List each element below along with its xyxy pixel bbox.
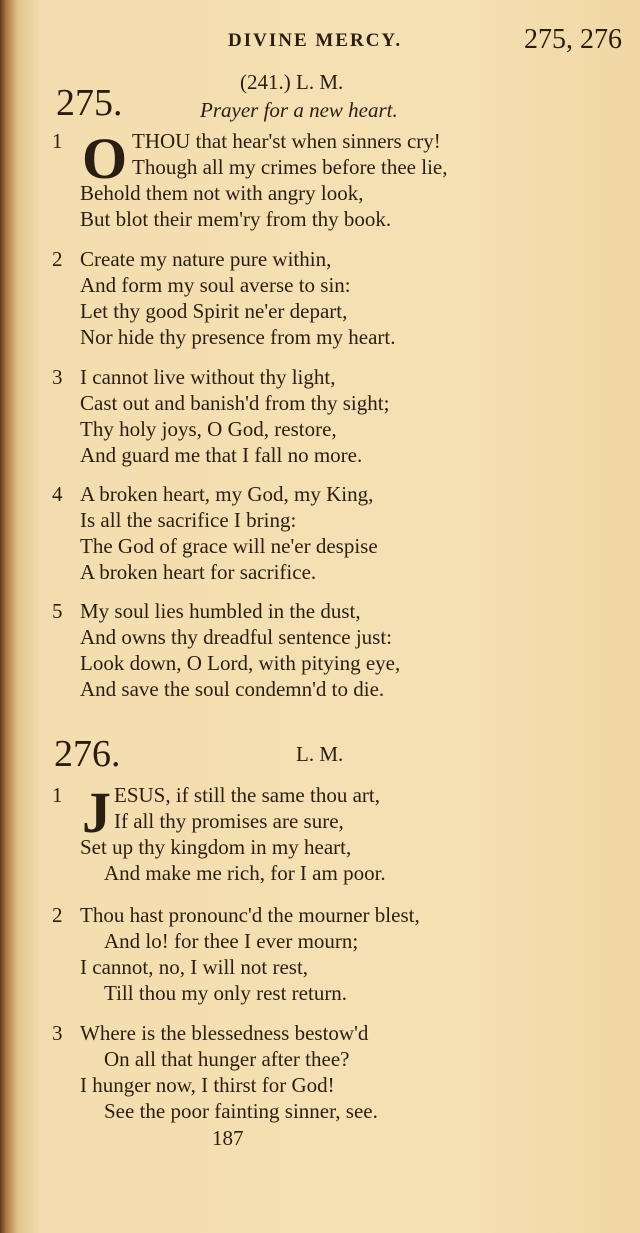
verse-line: I hunger now, I thirst for God! (80, 1073, 335, 1097)
hymn-276-meter: L. M. (296, 742, 344, 766)
verse-line: And form my soul averse to sin: (80, 273, 351, 297)
drop-cap: O (82, 126, 128, 191)
hymn-275-meter: (241.) L. M. (240, 70, 344, 94)
stanza-number: 2 (52, 903, 63, 927)
verse-line: Let thy good Spirit ne'er depart, (80, 299, 348, 323)
hymn-275-subtitle: Prayer for a new heart. (200, 98, 398, 122)
stanza-number: 3 (52, 1021, 63, 1045)
running-header-title: DIVINE MERCY. (228, 30, 403, 51)
stanza-number: 3 (52, 365, 63, 389)
verse-line: ESUS, if still the same thou art, (114, 783, 380, 807)
verse-line: I cannot live without thy light, (80, 365, 336, 389)
hymn-276-stanza-3 (52, 1020, 622, 1124)
hymn-275-stanza-2 (52, 246, 622, 350)
verse-line: Till thou my only rest return. (104, 981, 348, 1005)
verse-line: Behold them not with angry look, (80, 181, 364, 205)
verse-line: A broken heart, my God, my King, (80, 482, 374, 506)
stanza-number: 1 (52, 783, 63, 807)
hymn-276-stanza-1 (52, 782, 622, 886)
verse-line: Though all my crimes before thee lie, (132, 155, 448, 179)
verse-line: A broken heart for sacrifice. (80, 560, 317, 584)
verse-line: My soul lies humbled in the dust, (80, 599, 361, 623)
verse-line: Create my nature pure within, (80, 247, 332, 271)
hymn-276-number: 276. (54, 733, 121, 775)
verse-line: And save the soul condemn'd to die. (80, 677, 385, 701)
verse-line: THOU that hear'st when sinners cry! (132, 129, 441, 153)
verse-line: Set up thy kingdom in my heart, (80, 835, 352, 859)
verse-line: And guard me that I fall no more. (80, 443, 363, 467)
page-number: 187 (212, 1126, 244, 1150)
verse-line: Is all the sacrifice I bring: (80, 508, 297, 532)
verse-line: Thou hast pronounc'd the mourner blest, (80, 903, 420, 927)
verse-line: See the poor fainting sinner, see. (104, 1099, 378, 1123)
verse-line: On all that hunger after thee? (104, 1047, 350, 1071)
hymn-275-stanza-3 (52, 364, 622, 468)
verse-line: And lo! for thee I ever mourn; (104, 929, 359, 953)
stanza-number: 1 (52, 129, 63, 153)
hymn-276-stanza-2 (52, 902, 622, 1006)
verse-line: Where is the blessedness bestow'd (80, 1021, 369, 1045)
verse-line: Nor hide thy presence from my heart. (80, 325, 396, 349)
running-header-hymn-numbers: 275, 276 (524, 24, 622, 55)
verse-line: The God of grace will ne'er despise (80, 534, 378, 558)
verse-line: And make me rich, for I am poor. (104, 861, 386, 885)
verse-line: Look down, O Lord, with pitying eye, (80, 651, 401, 675)
stanza-number: 5 (52, 599, 63, 623)
hymn-275-number: 275. (56, 82, 123, 124)
verse-line: And owns thy dreadful sentence just: (80, 625, 393, 649)
verse-line: If all thy promises are sure, (114, 809, 344, 833)
hymn-275-stanza-4 (52, 481, 622, 585)
stanza-number: 4 (52, 482, 63, 506)
hymn-275-stanza-1 (52, 128, 622, 232)
verse-line: Thy holy joys, O God, restore, (80, 417, 337, 441)
verse-line: I cannot, no, I will not rest, (80, 955, 309, 979)
verse-line: But blot their mem'ry from thy book. (80, 207, 392, 231)
stanza-number: 2 (52, 247, 63, 271)
hymn-275-stanza-5 (52, 598, 622, 702)
drop-cap: J (82, 780, 111, 845)
verse-line: Cast out and banish'd from thy sight; (80, 391, 390, 415)
